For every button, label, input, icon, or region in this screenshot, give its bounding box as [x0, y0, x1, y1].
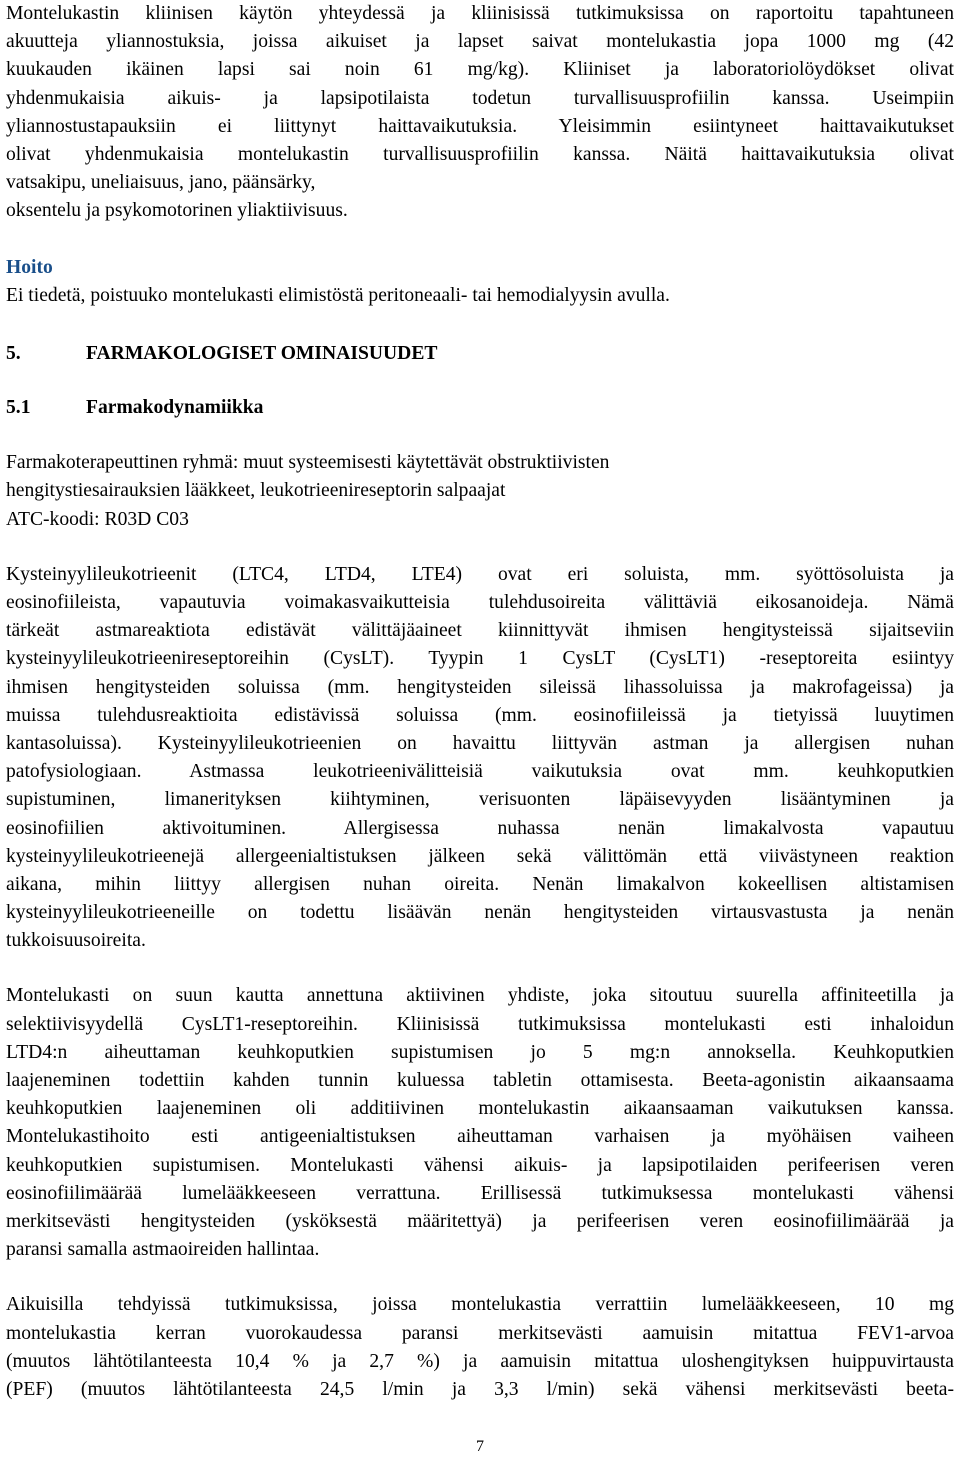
text-line: Montelukasti on suun kautta annettuna aktiivinen yhdiste, joka sitoutuu suurella affiniteetilla ja [6, 985, 954, 1007]
treatment-section [6, 254, 954, 310]
text-line: Farmakoterapeuttinen ryhmä: muut systeemisesti käytettävät obstruktiivisten [6, 452, 610, 474]
text-line: eosinofiilien aktivoituminen. Allergisessa nuhassa nenän limakalvosta vapautuu [6, 817, 954, 839]
text-line: keuhkoputkien supistumisen. Montelukasti vähensi aikuis- ja lapsipotilaiden perifeerisen veren [6, 1154, 954, 1176]
cysteinyl-paragraph [6, 561, 954, 956]
text-line: eosinofiilimäärää lumelääkkeeseen verrattuna. Erillisessä tutkimuksessa montelukasti vähensi [6, 1182, 954, 1204]
text-line: (PEF) (muutos lähtötilanteesta 24,5 l/min ja 3,3 l/min) sekä vähensi merkitsevästi beeta- [6, 1378, 954, 1400]
text-line: Montelukastin kliinisen käytön yhteydessä ja kliinisissä tutkimuksissa on raportoitu tapahtuneen [6, 3, 954, 24]
text-line: muissa tulehdusreaktioita edistävissä soluissa (mm. eosinofiileissä ja tietyissä luuytimen [6, 704, 954, 726]
text-line: keuhkoputkien laajeneminen oli additiivinen montelukastin aikaansaaman vaikutuksen kanssa. [6, 1098, 954, 1120]
text-line: yliannostustapauksiin ei liittynyt haittavaikutuksia. Yleisimmin esiintyneet haittavaikutukset [6, 115, 954, 137]
page-number: 7 [476, 1438, 484, 1455]
text-line: hengitystiesairauksien lääkkeet, leukotrieenireseptorin salpaajat [6, 480, 506, 502]
text-line: oksentelu ja psykomotorinen yliaktiivisuus. [6, 200, 348, 222]
text-line: olivat yhdenmukaisia montelukastin turvallisuusprofiilin kanssa. Näitä haittavaikutuksia olivat [6, 143, 954, 165]
text-line: Aikuisilla tehdyissä tutkimuksissa, joissa montelukastia verrattiin lumelääkkeeseen, 10 mg [6, 1294, 954, 1316]
document-page [6, 0, 954, 1404]
text-line: paransi samalla astmaoireiden hallintaa. [6, 1239, 320, 1261]
text-line: aikana, mihin liittyy allergisen nuhan oireita. Nenän limakalvon kokeellisen altistamisen [6, 873, 954, 895]
text-line: Montelukastihoito esti antigeenialtistuksen aiheuttaman varhaisen ja myöhäisen vaiheen [6, 1126, 954, 1148]
text-line: supistuminen, limanerityksen kiihtyminen, verisuonten läpäisevyyden lisääntyminen ja [6, 789, 954, 811]
text-line: kysteinyylileukotrieeneille on todettu lisäävän nenän hengitysteiden virtausvastusta ja nenän [6, 902, 954, 924]
text-line: kysteinyylileukotrieenireseptoreihin (CysLT). Tyypin 1 CysLT (CysLT1) -reseptoreita esiintyy [6, 648, 954, 670]
text-line: laajeneminen todettiin kahden tunnin kuluessa tabletin ottamisesta. Beeta-agonistin aikaansaama [6, 1070, 954, 1091]
text-line: montelukastia kerran vuorokaudessa paransi merkitsevästi aamuisin mitattua FEV1-arvoa [6, 1322, 954, 1344]
adults-paragraph [6, 1291, 954, 1404]
section-5-1-number: 5.1 [6, 397, 31, 419]
text-line: kysteinyylileukotrieenejä allergeenialtistuksen jälkeen sekä välittömän että viivästyneen reaktion [6, 845, 954, 867]
section-5-number: 5. [6, 342, 21, 364]
text-line: ihmisen hengitysteiden soluissa (mm. hengitysteiden sileissä lihassoluissa ja makrofageissa) ja [6, 676, 954, 698]
text-line: (muutos lähtötilanteesta 10,4 % ja 2,7 %) ja aamuisin mitattua uloshengityksen huippuvirtausta [6, 1350, 954, 1372]
text-line: selektiivisyydellä CysLT1-reseptoreihin. Kliinisissä tutkimuksissa montelukasti esti inhaloidun [6, 1013, 954, 1035]
treatment-text: Ei tiedetä, poistuuko montelukasti elimistöstä peritoneaali- tai hemodialyysin avulla. [6, 284, 670, 306]
treatment-heading: Hoito [6, 256, 53, 278]
text-line: patofysiologiaan. Astmassa leukotrieenivälitteisiä vaikutuksia ovat mm. keuhkoputkien [6, 761, 954, 783]
text-line: tärkeät astmareaktiota edistävät välittäjäaineet kiinnittyvät ihmisen hengitysteissä sijaitseviin [6, 620, 954, 642]
text-line: vatsakipu, uneliaisuus, jano, päänsärky, [6, 172, 316, 194]
text-line: kantasoluissa). Kysteinyylileukotrieenien on havaittu liittyvän astman ja allergisen nuhan [6, 732, 954, 754]
text-line: Kysteinyylileukotrieenit (LTC4, LTD4, LTE4) ovat eri soluista, mm. syöttösoluista ja [6, 563, 954, 585]
section-5-1-title: Farmakodynamiikka [86, 397, 264, 419]
pharmacotherapeutic-paragraph [6, 449, 954, 534]
section-5-1-heading [6, 394, 954, 422]
text-line: eosinofiileista, vapautuvia voimakasvaikutteisia tulehdusoireita välittäviä eikosanoideja. Nämä [6, 592, 954, 613]
section-5-title: FARMAKOLOGISET OMINAISUUDET [86, 342, 438, 364]
section-5-heading [6, 340, 954, 368]
overdose-paragraph [6, 0, 954, 226]
text-line: yhdenmukaisia aikuis- ja lapsipotilaista todetun turvallisuusprofiilin kanssa. Useimpiin [6, 87, 954, 109]
text-line: LTD4:n aiheuttaman keuhkoputkien supistumisen jo 5 mg:n annoksella. Keuhkoputkien [6, 1041, 954, 1063]
text-line: akuutteja yliannostuksia, joissa aikuiset ja lapset saivat montelukastia jopa 1000 mg (42 [6, 31, 954, 53]
text-line: tukkoisuusoireita. [6, 930, 146, 952]
montelukast-paragraph [6, 982, 954, 1264]
atc-code-line: ATC-koodi: R03D C03 [6, 508, 189, 530]
text-line: merkitsevästi hengitysteiden (ysköksestä määritettyä) ja perifeerisen veren eosinofiilimäärää ja [6, 1210, 954, 1232]
text-line: kuukauden ikäinen lapsi sai noin 61 mg/kg). Kliiniset ja laboratoriolöydökset olivat [6, 59, 954, 81]
